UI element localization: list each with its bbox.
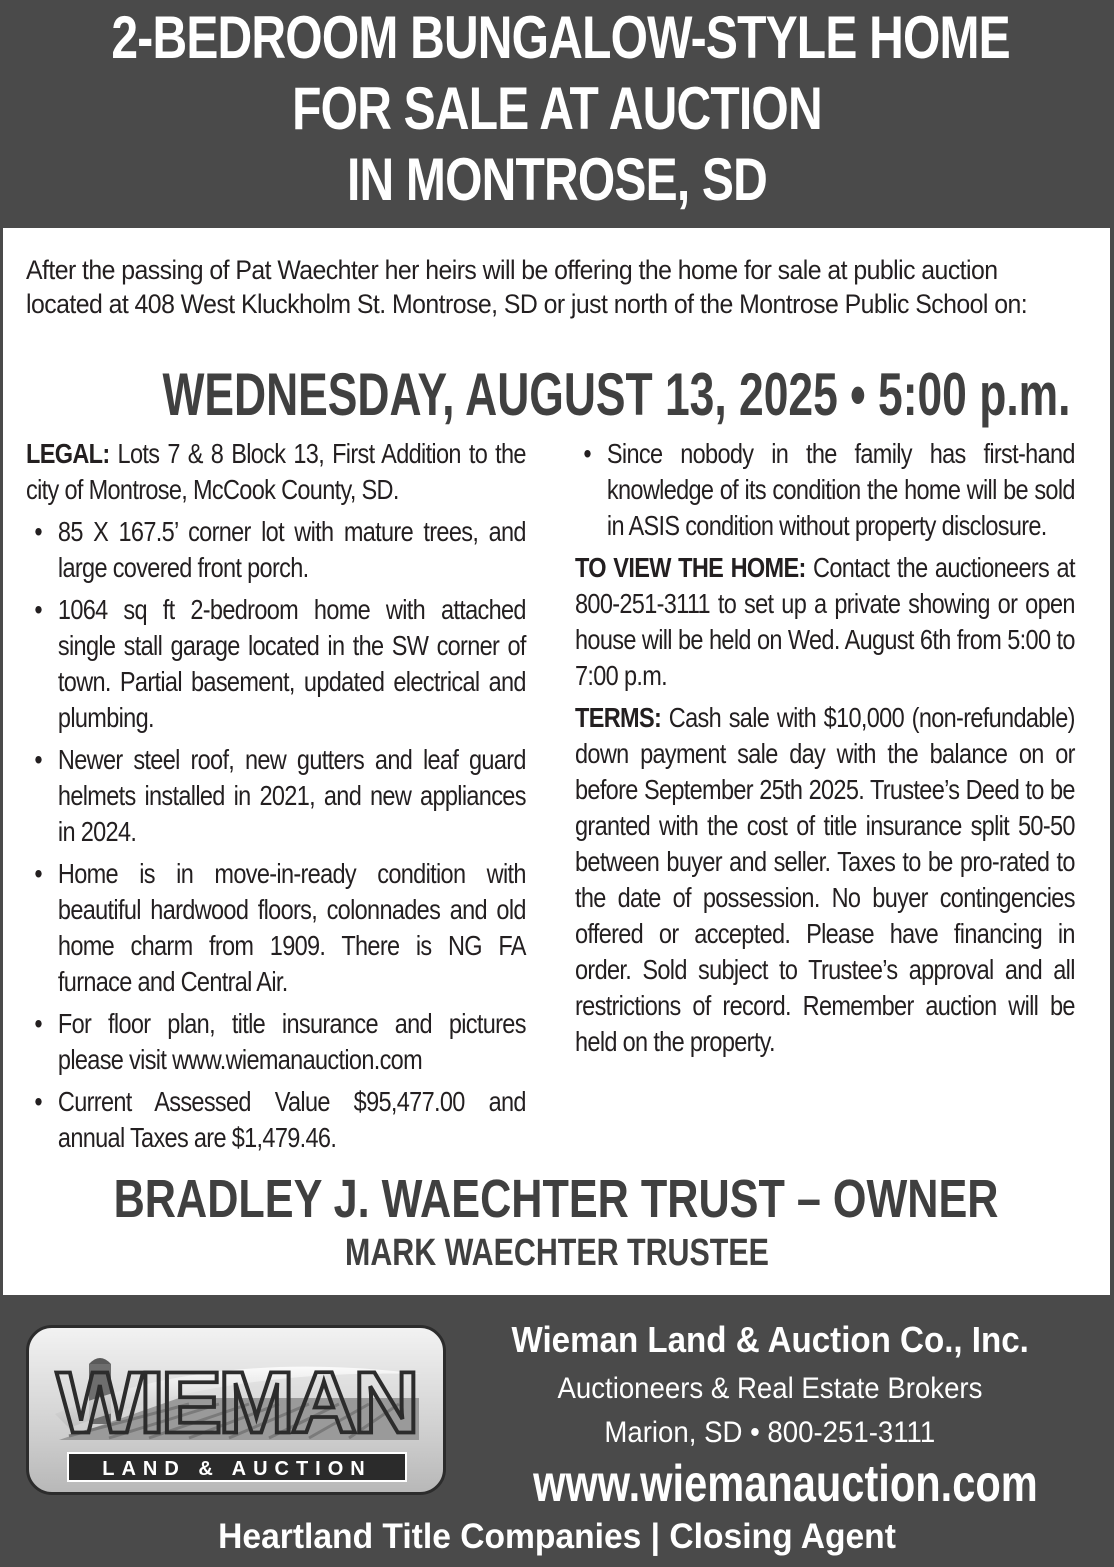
auction-date-text: WEDNESDAY, AUGUST 13, 2025 • 5:00 p.m.	[162, 361, 1071, 428]
viewing-text: Contact the auctioneers at 800-251-3111 to set up a private showing or open house will be held on Wed. August 6th from 5:00 to 7:00 p.m.	[575, 552, 1075, 691]
bullet-icon: •	[34, 858, 42, 889]
auction-date	[3, 360, 1110, 430]
viewing-paragraph	[575, 550, 1075, 694]
list-item-text: 85 X 167.5’ corner lot with mature trees, and large covered front porch.	[57, 516, 526, 583]
trustee-line	[3, 1231, 1110, 1275]
headline-line-3: IN MONTROSE, SD	[346, 146, 768, 213]
company-name	[470, 1318, 1070, 1362]
closing-agent	[0, 1515, 1114, 1559]
list-item-text: 1064 sq ft 2-bedroom home with attached single stall garage located in the SW corner of town. Partial basement, updated electrical and plumbing.	[57, 594, 526, 733]
feature-list	[26, 514, 526, 1156]
trustee-text: MARK WAECHTER TRUSTEE	[344, 1232, 769, 1274]
list-item	[26, 1006, 526, 1078]
logo-wordmark: WIEMAN	[56, 1354, 416, 1452]
closing-agent-text: Heartland Title Companies | Closing Agent	[218, 1517, 896, 1556]
headline-banner	[0, 0, 1114, 228]
left-column	[26, 436, 526, 1162]
list-item-text: Home is in move-in-ready condition with beautiful hardwood floors, colonnades and old home charm from 1909. There is NG FA furnace and Central Air.	[57, 858, 526, 997]
list-item-text: Current Assessed Value $95,477.00 and annual Taxes are $1,479.46.	[57, 1086, 526, 1153]
company-subtitle-text: Auctioneers & Real Estate Brokers	[557, 1372, 983, 1405]
list-item	[26, 514, 526, 586]
owner-line	[3, 1168, 1110, 1230]
list-item-text: Newer steel roof, new gutters and leaf guard helmets installed in 2021, and new appliances in 2024.	[57, 744, 526, 847]
bullet-icon: •	[34, 594, 42, 625]
list-item	[575, 436, 1075, 544]
logo-tagline: LAND & AUCTION	[67, 1452, 407, 1482]
terms-paragraph	[575, 700, 1075, 1060]
condition-list	[575, 436, 1075, 544]
company-logo	[26, 1325, 446, 1495]
bullet-icon: •	[34, 744, 42, 775]
viewing-label: TO VIEW THE HOME:	[575, 552, 806, 583]
owner-text: BRADLEY J. WAECHTER TRUST – OWNER	[114, 1169, 999, 1229]
company-website-text: www.wiemanauction.com	[533, 1455, 1038, 1513]
details-panel	[3, 228, 1110, 1295]
intro-paragraph: After the passing of Pat Waechter her heirs will be offering the home for sale at public auction located at 408 West Kluckholm St. Montrose, SD or just north of the Montrose Public School on:	[26, 255, 1028, 319]
headline-line-2: FOR SALE AT AUCTION	[292, 75, 822, 142]
company-location-text: Marion, SD • 800-251-3111	[604, 1416, 936, 1449]
legal-text: Lots 7 & 8 Block 13, First Addition to the city of Montrose, McCook County, SD.	[26, 438, 526, 505]
right-column	[575, 436, 1075, 1066]
list-item-text: For floor plan, title insurance and pictures please visit www.wiemanauction.com	[57, 1008, 526, 1075]
company-location	[470, 1414, 1070, 1452]
list-item	[26, 1084, 526, 1156]
terms-text: Cash sale with $10,000 (non-refundable) down payment sale day with the balance on or before September 25th 2025. Trustee’s Deed to be granted with the cost of title insurance split 50-50 between buyer and seller. Taxes to be pro-rated to the date of possession. No buyer contingencies offered or accepted. Please have financing in order. Sold subject to Trustee’s approval and all restrictions of record. Remember auction will be held on the property.	[575, 702, 1075, 1057]
list-item	[26, 742, 526, 850]
list-item	[26, 856, 526, 1000]
company-name-text: Wieman Land & Auction Co., Inc.	[511, 1319, 1029, 1360]
bullet-icon: •	[34, 516, 42, 547]
company-subtitle	[470, 1370, 1070, 1408]
legal-paragraph	[26, 436, 526, 508]
legal-label: LEGAL:	[26, 438, 110, 469]
bullet-icon: •	[583, 438, 591, 469]
headline-line-1: 2-BEDROOM BUNGALOW-STYLE HOME	[111, 4, 1010, 71]
list-item-text: Since nobody in the family has first-hand knowledge of its condition the home will be sold in ASIS condition without property disclosure.	[606, 438, 1075, 541]
terms-label: TERMS:	[575, 702, 662, 733]
bullet-icon: •	[34, 1086, 42, 1117]
list-item	[26, 592, 526, 736]
company-website	[470, 1452, 1070, 1516]
bullet-icon: •	[34, 1008, 42, 1039]
